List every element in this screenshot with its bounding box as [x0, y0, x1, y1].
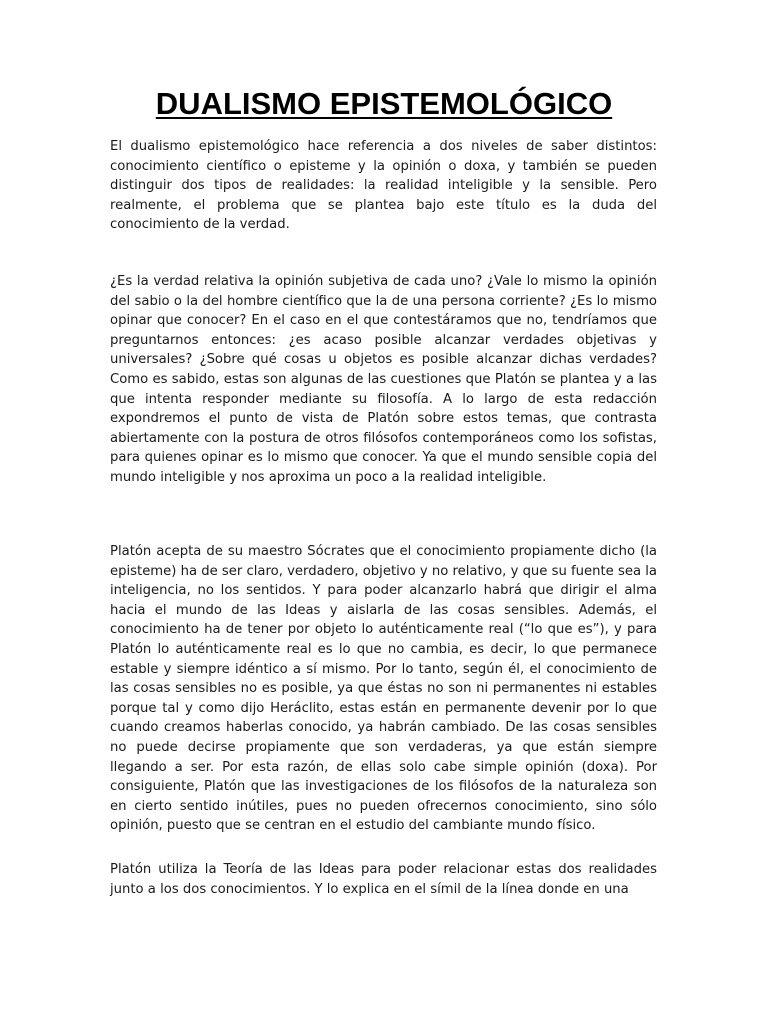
paragraph-definition: El dualismo epistemológico hace referencia a dos niveles de saber distintos: conocimiento científico o episteme y la opinión o doxa, y también se pueden distinguir dos tipos de realidades: la realidad inteligible y la sensible. Pero realmente, el problema que se plantea bajo este título es la duda del conocimiento de la verdad.	[110, 139, 657, 233]
paragraph-socrates: Platón acepta de su maestro Sócrates que el conocimiento propiamente dicho (la episteme) ha de ser claro, verdadero, objetivo y no relativo, y que su fuente sea la inteligencia, no los sentidos. Y para poder alcanzarlo habrá que dirigir el alma hacia el mundo de las Ideas y aislarla de las cosas sensibles. Además, el conocimiento ha de tener por objeto lo auténticamente real (“lo que es”), y para Platón lo auténticamente real es lo que no cambia, es decir, lo que permanece estable y siempre idéntico a sí mismo. Por lo tanto, según él, el conocimiento de las cosas sensibles no es posible, ya que éstas no son ni permanentes ni estables porque tal y como dijo Heráclito, estas están en permanente devenir por lo que cuando creamos haberlas conocido, ya habrán cambiado. De las cosas sensibles no puede decirse propiamente que son verdaderas, ya que están siempre llegando a ser. Por esta razón, de ellas solo cabe simple opinión (doxa). Por consiguiente, Platón que las investigaciones de los filósofos de la naturaleza son en cierto sentido inútiles, pues no pueden ofrecernos conocimiento, sino sólo opinión, puesto que se centran en el estudio del cambiante mundo físico.	[110, 544, 657, 834]
paragraph-theory-of-ideas: Platón utiliza la Teoría de las Ideas para poder relacionar estas dos realidades junto a los dos conocimientos. Y lo explica en el símil de la línea donde en una	[110, 862, 657, 897]
paragraph-questions: ¿Es la verdad relativa la opinión subjetiva de cada uno? ¿Vale lo mismo la opinión del sabio o la del hombre científico que la de una persona corriente? ¿Es lo mismo opinar que conocer? En el caso en el que contestáramos que no, tendríamos que preguntarnos entonces: ¿es acaso posible alcanzar verdades objetivas y universales? ¿Sobre qué cosas u objetos es posible alcanzar dichas verdades? Como es sabido, estas son algunas de las cuestiones que Platón se plantea y a las que intenta responder mediante su filosofía. A lo largo de esta redacción expondremos el punto de vista de Platón sobre estos temas, que contrasta abiertamente con la postura de otros filósofos contemporáneos como los sofistas, para quienes opinar es lo mismo que conocer. Ya que el mundo sensible copia del mundo inteligible y nos aproxima un poco a la realidad inteligible.	[110, 274, 657, 485]
document-title: DUALISMO EPISTEMOLÓGICO	[155, 86, 613, 121]
